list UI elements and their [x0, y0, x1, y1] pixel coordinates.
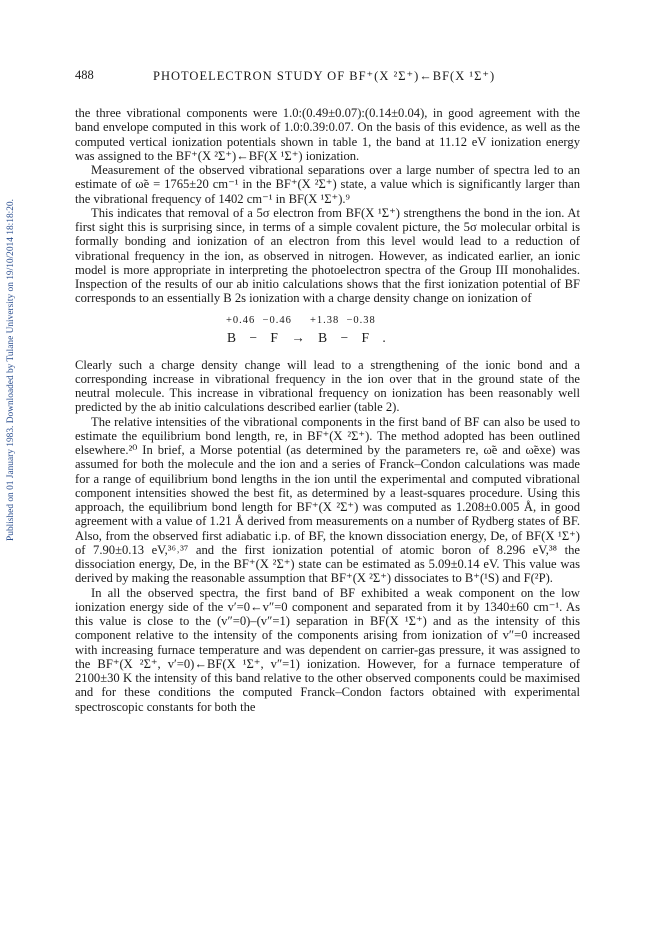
download-watermark — [2, 140, 20, 600]
paragraph-4: Clearly such a charge density change will lead to a strengthening of the ionic bond and a corresponding increase in vibrational frequency in the ion over that in the ground state of the neutral molecule. This increase in vibrational frequency on ionization has been reasonably well predicted by the ab initio calculations described earlier (table 2). — [75, 357, 580, 415]
running-title: PHOTOELECTRON STUDY OF BF⁺(X ²Σ⁺)←BF(X ¹Σ⁺) — [153, 69, 496, 83]
paragraph-5: The relative intensities of the vibrational components in the first band of BF can also be used to estimate the equilibrium bond length, re, in BF⁺(X ²Σ⁺). The method adopted has been outlined elsewhere.²⁰ In brief, a Morse potential (as determined by the parameters re, ω̃e and ω̃exe) was assumed for both the molecule and the ion and a series of Franck–Condon calculations was made for a range of equilibrium bond lengths in the ion until the experimental and computed vibrational component intensities showed the best fit, as determined by a least-squares procedure. Using this approach, the equilibrium bond length for BF⁺(X ²Σ⁺) was computed as 1.208±0.005 Å, in good agreement with a value of 1.21 Å derived from measurements on a number of Rydberg states of BF. Also, from the observed first adiabatic i.p. of BF, the known dissociation energy, De, of BF(X ¹Σ⁺) of 7.90±0.13 eV,³⁶˒³⁷ and the first ionization potential of atomic boron of 8.296 eV,³⁸ the dissociation energy, De, in the BF⁺(X ²Σ⁺) state can be estimated as 5.09±0.14 eV. This value was derived by making the reasonable assumption that BF⁺(X ²Σ⁺) dissociates to B⁺(¹S) and F(²P). — [75, 414, 580, 586]
paragraph-1: the three vibrational components were 1.0:(0.49±0.07):(0.14±0.04), in good agreement with the band envelope computed in this work of 1.0:0.39:0.07. On the basis of this evidence, as well as the computed vertical ionization potentials shown in table 1, the band at 11.12 eV ionization energy was assigned to the BF⁺(X ²Σ⁺)←BF(X ¹Σ⁺) ionization. — [75, 106, 580, 163]
equation-atoms: B − F → B − F . — [227, 329, 391, 345]
equation-charges: +0.46 −0.46 +1.38 −0.38 — [226, 314, 376, 326]
paragraph-2: Measurement of the observed vibrational separations over a large number of spectra led to an estimate of ω̃e = 1765±20 cm⁻¹ in the BF⁺(X ²Σ⁺) state, a value which is significantly larger than the vibrational frequency of 1402 cm⁻¹ in BF(X ¹Σ⁺).⁹ — [75, 163, 580, 206]
paragraph-6: In all the observed spectra, the first band of BF exhibited a weak component on the low ionization energy side of the v′=0←v″=0 component and separated from it by 1340±60 cm⁻¹. As this value is close to the (v″=0)–(v″=1) separation in BF(X ¹Σ⁺) and as the intensity of this component relative to the intensity of the components arising from ionization of v″=0 increased with increasing furnace temperature and was dependent on carrier-gas pressure, it was assigned to the BF⁺(X ²Σ⁺, v′=0)←BF(X ¹Σ⁺, v″=1) ionization. However, for a furnace temperature of 2100±30 K the intensity of this band relative to the other observed components could be maximised and for these conditions the computed Franck–Condon factors obtained with experimental spectroscopic constants for both the — [75, 585, 580, 714]
charge-density-equation — [75, 314, 580, 352]
paragraph-3: This indicates that removal of a 5σ electron from BF(X ¹Σ⁺) strengthens the bond in the ion. At first sight this is surprising since, in terms of a simple covalent picture, the 5σ molecular orbital is formally bonding and ionization of an electron from this level would lead to a reduction of vibrational frequency in the ion, as observed in nitrogen. However, as indicated earlier, an ionic model is more appropriate in interpreting the photoelectron spectra of the Group III monohalides. Inspection of the results of our ab initio calculations shows that the first ionization potential of BF corresponds to an essentially B 2s ionization with a charge density change on ionization of — [75, 205, 580, 306]
running-header — [75, 68, 580, 88]
download-watermark-text: Published on 01 January 1983. Downloaded by Tulane University on 19/10/2014 18:18:20. — [6, 199, 16, 541]
page-number: 488 — [75, 68, 94, 82]
article-body — [75, 106, 580, 714]
